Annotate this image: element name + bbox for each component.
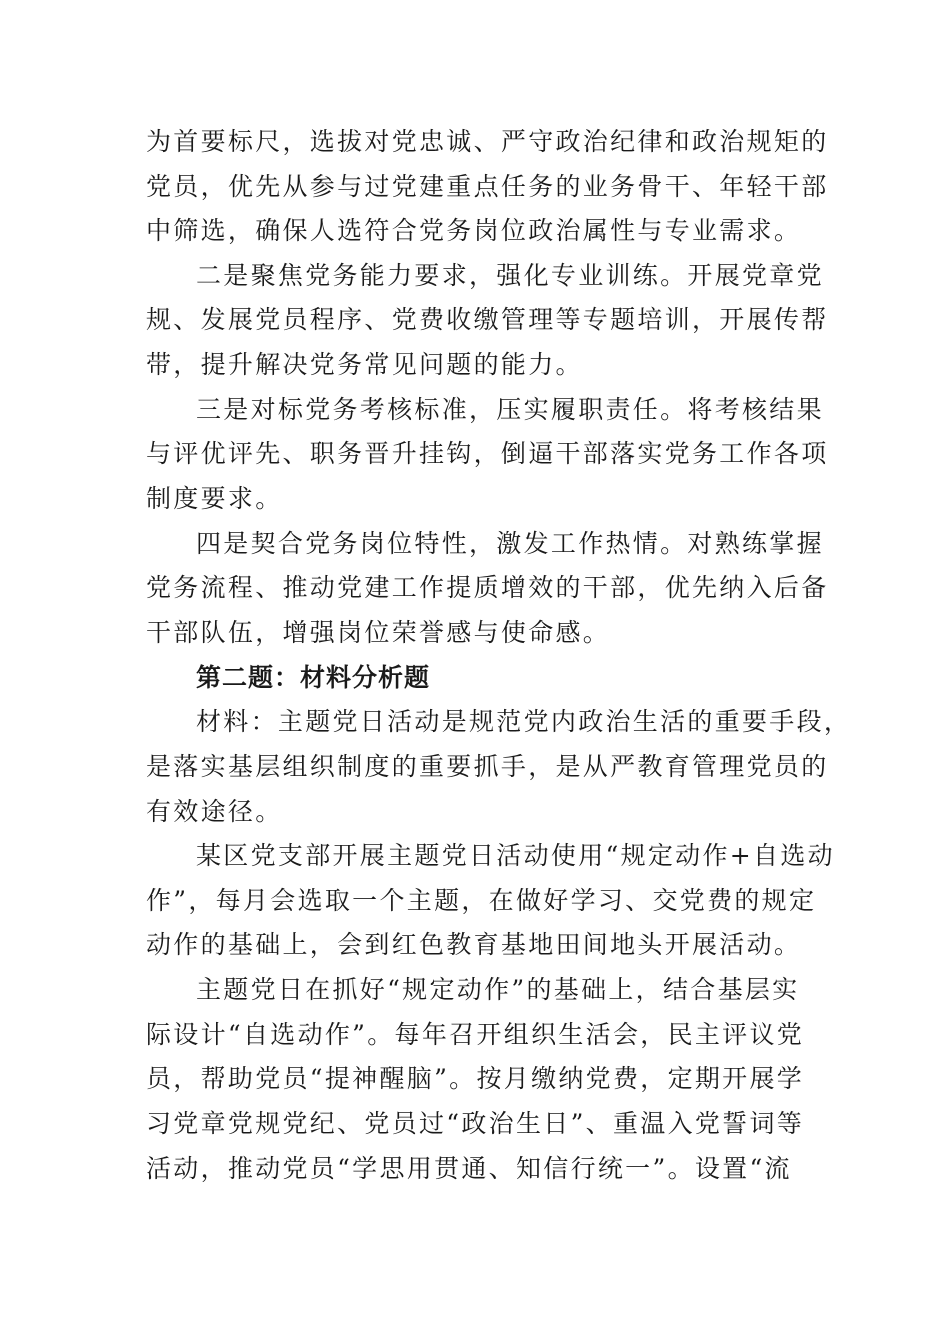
paragraph-start-line: 四是契合党务岗位特性，激发工作热情。对熟练掌握 [196, 529, 824, 558]
text-line: 党务流程、推动党建工作提质增效的干部，优先纳入后备 [146, 573, 829, 602]
text-line: 制度要求。 [146, 484, 283, 513]
text-line: 员，帮助党员“提神醒脑”。按月缴纳党费，定期开展学 [146, 1064, 805, 1093]
paragraph-start-line: 三是对标党务考核标准，压实履职责任。将考核结果 [196, 395, 824, 424]
paragraph-start-line: 主题党日在抓好“规定动作”的基础上，结合基层实 [196, 975, 800, 1004]
text-line: 带，提升解决党务常见问题的能力。 [146, 350, 583, 379]
text-line: 规、发展党员程序、党费收缴管理等专题培训，开展传帮 [146, 305, 829, 334]
text-line: 习党章党规党纪、党员过“政治生日”、重温入党誓词等 [146, 1109, 805, 1138]
paragraph-start-line: 材料：主题党日活动是规范党内政治生活的重要手段， [196, 707, 852, 736]
paragraph-start-line: 二是聚焦党务能力要求，强化专业训练。开展党章党 [196, 261, 824, 290]
text-line: 为首要标尺，选拔对党忠诚、严守政治纪律和政治规矩的 [146, 127, 829, 156]
paragraph-start-line: 某区党支部开展主题党日活动使用“规定动作+自选动 [196, 841, 835, 870]
section-heading: 第二题：材料分析题 [196, 663, 431, 692]
text-line: 动作的基础上，会到红色教育基地田间地头开展活动。 [146, 930, 802, 959]
text-line: 干部队伍，增强岗位荣誉感与使命感。 [146, 618, 611, 647]
text-line: 活动，推动党员“学思用贯通、知信行统一”。设置“流 [146, 1154, 792, 1183]
text-line: 中筛选，确保人选符合党务岗位政治属性与专业需求。 [146, 216, 802, 245]
text-line: 有效途径。 [146, 797, 283, 826]
text-line: 与评优评先、职务晋升挂钩，倒逼干部落实党务工作各项 [146, 439, 829, 468]
text-line: 际设计“自选动作”。每年召开组织生活会，民主评议党 [146, 1020, 805, 1049]
text-line: 是落实基层组织制度的重要抓手，是从严教育管理党员的 [146, 752, 829, 781]
text-line: 作”，每月会选取一个主题，在做好学习、交党费的规定 [146, 886, 817, 915]
text-line: 党员，优先从参与过党建重点任务的业务骨干、年轻干部 [146, 172, 829, 201]
